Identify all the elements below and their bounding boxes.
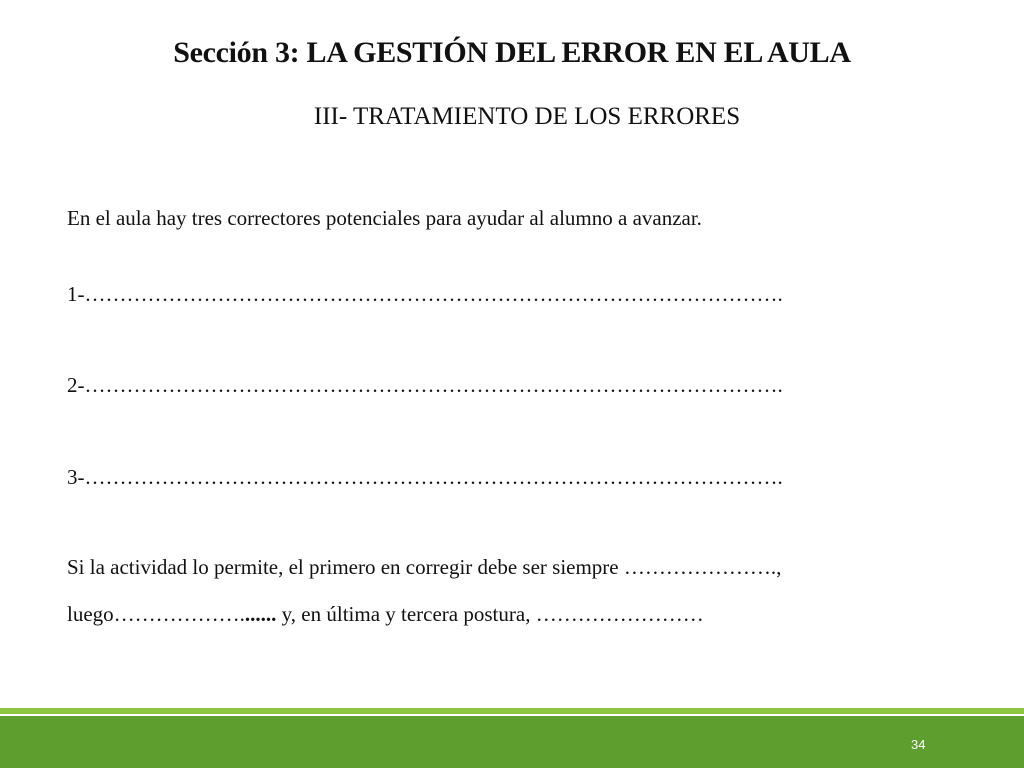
closing-line-2-bold-dots: ...... [244,602,277,626]
closing-line-2-start: luego………………. [67,602,245,626]
slide-subtitle: III- TRATAMIENTO DE LOS ERRORES [313,103,741,130]
closing-line-2-end: y, en última y tercera postura, …………………… [276,602,704,626]
blank-item-2: 2-………………………………………………………………………………………. [67,373,783,397]
blank-item-3: 3-………………………………………………………………………………………. [67,465,783,489]
closing-line-2 [67,602,704,627]
intro-text: En el aula hay tres correctores potenciales para ayudar al alumno a avanzar. [67,206,702,230]
blank-item-1: 1-………………………………………………………………………………………. [67,282,783,306]
slide-title: Sección 3: LA GESTIÓN DEL ERROR EN EL AULA [173,36,851,69]
closing-line-1: Si la actividad lo permite, el primero en corregir debe ser siempre …………………., [67,555,782,579]
footer-accent-line [0,708,1024,714]
page-number: 34 [911,737,926,752]
footer-bar [0,716,1024,768]
